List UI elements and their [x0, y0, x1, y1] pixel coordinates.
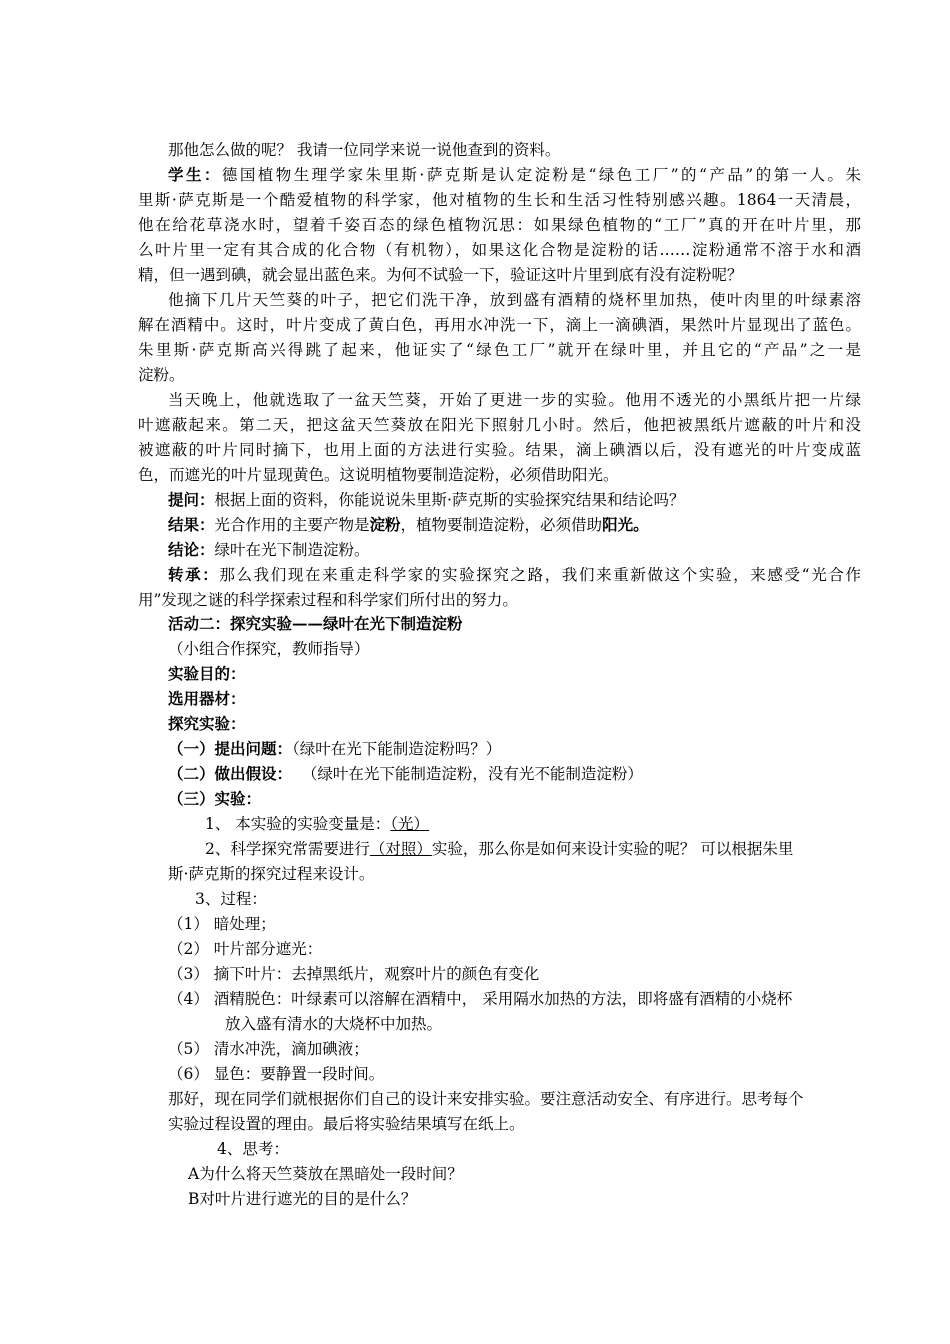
question-item — [188, 1164, 463, 1184]
conclusion-label: 结论： — [168, 540, 215, 559]
section-heading — [168, 664, 246, 684]
text-line — [138, 190, 861, 210]
underlined-answer: （光） — [390, 815, 430, 833]
text-span: 被遮蔽的叶片同时摘下，也用上面的方法进行实验。结果，滴上碘酒以后，没有遮光的叶片变成蓝 — [138, 441, 861, 459]
text-line — [168, 1114, 525, 1134]
text-span: 那他怎么做的呢？ 我请一位同学来说一说他查到的资料。 — [168, 141, 561, 159]
text-line — [138, 465, 619, 485]
text-line — [138, 240, 861, 260]
text-span: 3、过程： — [195, 890, 267, 908]
text-span: 1、 本实验的实验变量是： — [205, 815, 391, 833]
text-span: （4） 酒精脱色：叶绿素可以溶解在酒精中， 采用隔水加热的方法，即将盛有酒精的小烧杯 — [168, 990, 793, 1008]
text-line — [168, 639, 370, 659]
text-span: B对叶片进行遮光的目的是什么？ — [188, 1190, 417, 1208]
text-span: 实验过程设置的理由。最后将实验结果填写在纸上。 — [168, 1115, 525, 1133]
step-label: （一）提出问题： — [168, 739, 293, 758]
bold-term: 淀粉 — [369, 515, 401, 534]
activity-heading — [168, 614, 463, 634]
text-line — [225, 1014, 442, 1034]
text-span: （小组合作探究，教师指导） — [168, 640, 370, 658]
text-line — [138, 315, 861, 335]
text-span: 叶遮蔽起来。第二天，把这盆天竺葵放在阳光下照射几小时。然后，他把被黑纸片遮蔽的叶片和没 — [138, 416, 861, 434]
text-span: （6） 显色：要静置一段时间。 — [168, 1065, 385, 1083]
result-line — [168, 515, 649, 535]
text-line — [138, 440, 861, 460]
text-span: 精，但一遇到碘，就会显出蓝色来。为何不试验一下，验证这叶片里到底有没有淀粉呢？ — [138, 266, 743, 284]
text-span: 那好，现在同学们就根据你们自己的设计来安排实验。要注意活动安全、有序进行。思考每个 — [168, 1090, 804, 1108]
text-span: （5） 清水冲洗，滴加碘液； — [168, 1040, 369, 1058]
text-span: 放入盛有清水的大烧杯中加热。 — [225, 1015, 443, 1033]
text-span: 解在酒精中。这时，叶片变成了黄白色，再用水冲洗一下，滴上一滴碘酒，果然叶片显现出了蓝色。 — [138, 316, 861, 334]
conclusion-line — [168, 540, 370, 560]
transition-line — [168, 565, 861, 585]
text-line — [168, 864, 374, 884]
text-span: （2） 叶片部分遮光： — [168, 940, 323, 958]
text-line — [138, 365, 185, 385]
list-item — [168, 914, 276, 934]
list-item — [168, 964, 539, 984]
question-label: 提问： — [168, 490, 215, 509]
text-span: （绿叶在光下能制造淀粉吗？） — [292, 740, 502, 758]
text-line — [138, 215, 861, 235]
text-line — [138, 340, 861, 360]
question-line — [168, 490, 684, 510]
student-label: 学生： — [168, 165, 222, 184]
text-span: 实验目的： — [168, 664, 246, 683]
section-heading — [168, 714, 246, 734]
text-span: （3） 摘下叶片：去掉黑纸片，观察叶片的颜色有变化 — [168, 965, 540, 983]
text-span: 实验，那么你是如何来设计实验的呢？ 可以根据朱里 — [431, 840, 794, 858]
text-span: 朱里斯·萨克斯高兴得跳了起来，他证实了“绿色工厂”就开在绿叶里，并且它的“产品”之一是 — [138, 341, 861, 359]
text-span: ，植物要制造淀粉，必须借助 — [400, 516, 603, 534]
bold-term: 阳光。 — [602, 515, 649, 534]
text-line — [138, 265, 743, 285]
text-span: （绿叶在光下能制造淀粉，没有光不能制造淀粉） — [301, 765, 643, 783]
text-span: A为什么将天竺葵放在黑暗处一段时间？ — [188, 1165, 463, 1183]
text-span: 那么我们现在来重走科学家的实验探究之路，我们来重新做这个实验，来感受“光合作 — [219, 566, 861, 584]
step-label: （二）做出假设： — [168, 764, 293, 783]
step-line — [168, 764, 643, 784]
text-span: 绿叶在光下制造淀粉。 — [214, 541, 370, 559]
text-span: 色，而遮光的叶片显现黄色。这说明植物要制造淀粉，必须借助阳光。 — [138, 466, 619, 484]
text-span: 他在给花草浇水时，望着千姿百态的绿色植物沉思：如果绿色植物的“工厂”真的开在叶片里，那 — [138, 216, 861, 234]
step-line — [168, 739, 501, 759]
text-span: 根据上面的资料，你能说说朱里斯·萨克斯的实验探究结果和结论吗？ — [214, 491, 685, 509]
text-span: 光合作用的主要产物是 — [214, 516, 370, 534]
text-span: 4、思考： — [217, 1140, 289, 1158]
result-label: 结果： — [168, 515, 215, 534]
question-item — [188, 1189, 416, 1209]
text-line — [195, 889, 267, 909]
text-span: 当天晚上，他就选取了一盆天竺葵，开始了更进一步的实验。他用不透光的小黑纸片把一片绿 — [168, 391, 861, 409]
text-line — [205, 814, 429, 834]
transition-label: 转承： — [168, 565, 220, 584]
text-span: 用”发现之谜的科学探索过程和科学家们所付出的努力。 — [138, 591, 518, 609]
text-span: 他摘下几片天竺葵的叶子，把它们洗干净，放到盛有酒精的烧杯里加热，使叶肉里的叶绿素溶 — [168, 291, 861, 309]
step-line — [168, 789, 261, 809]
text-span: 么叶片里一定有其合成的化合物（有机物），如果这化合物是淀粉的话……淀粉通常不溶于水和酒 — [138, 241, 861, 259]
text-span: 2、科学探究常需要进行 — [205, 840, 370, 858]
text-span: 探究实验： — [168, 714, 246, 733]
text-line — [217, 1139, 289, 1159]
text-span: 德国植物生理学家朱里斯·萨克斯是认定淀粉是“绿色工厂”的“产品”的第一人。朱 — [221, 166, 861, 184]
list-item — [168, 1064, 384, 1084]
text-span: （1） 暗处理； — [168, 915, 276, 933]
text-span: 活动二：探究实验——绿叶在光下制造淀粉 — [168, 614, 463, 633]
text-line — [168, 140, 560, 160]
text-span: 斯·萨克斯的探究过程来设计。 — [168, 865, 375, 883]
text-span: 里斯·萨克斯是一个酷爱植物的科学家，他对植物的生长和生活习性特别感兴趣。1864一天清晨， — [138, 191, 861, 209]
section-heading — [168, 689, 246, 709]
text-span: 选用器材： — [168, 689, 246, 708]
list-item — [168, 989, 792, 1009]
text-line — [138, 590, 518, 610]
list-item — [168, 939, 322, 959]
text-line — [168, 1089, 804, 1109]
text-line — [168, 290, 861, 310]
text-span: （三）实验： — [168, 789, 262, 808]
text-line — [168, 390, 861, 410]
text-span: 淀粉。 — [138, 366, 185, 384]
text-line — [138, 415, 861, 435]
list-item — [168, 1039, 369, 1059]
student-paragraph-line — [168, 165, 861, 185]
underlined-answer: （对照） — [369, 840, 432, 858]
text-line — [205, 839, 793, 859]
